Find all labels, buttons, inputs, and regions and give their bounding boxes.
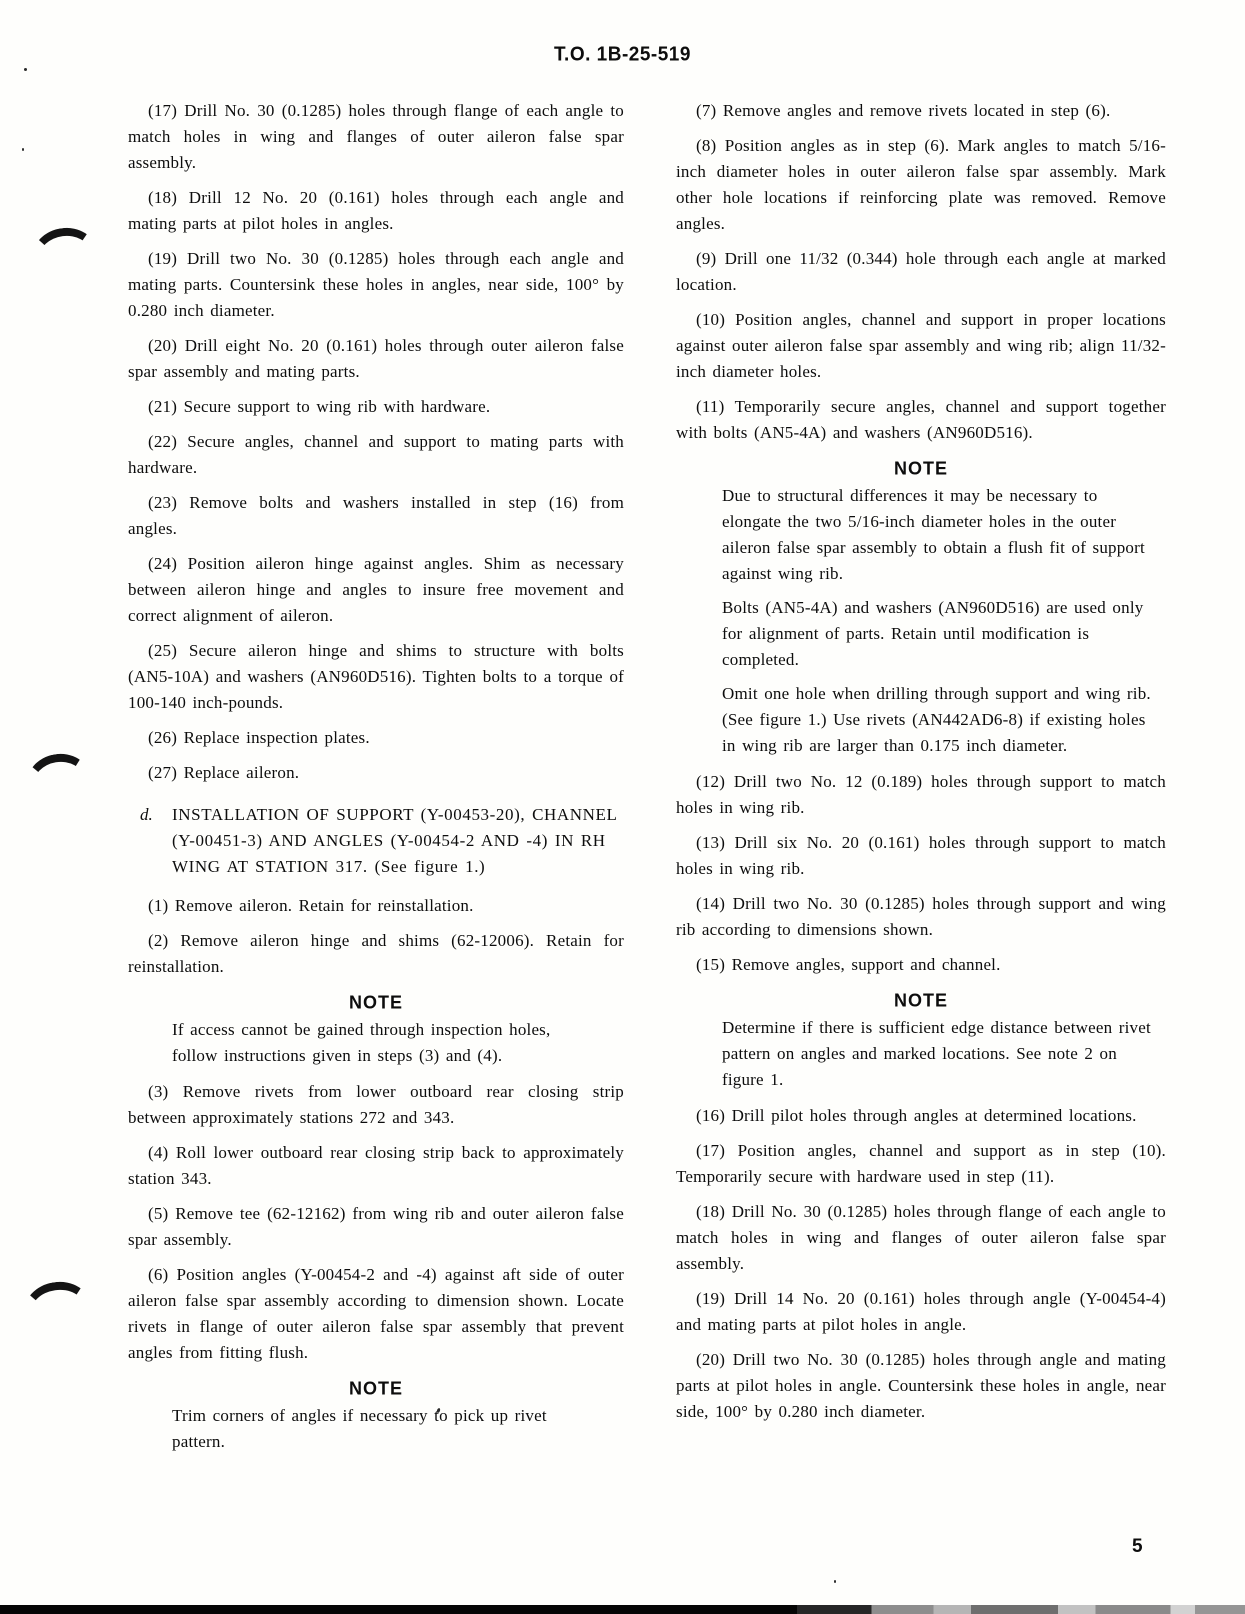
left-step-27: (27) Replace aileron. xyxy=(148,763,300,782)
left-step-22: (22) Secure angles, channel and support to mating parts with hardware. xyxy=(128,432,624,477)
page-number: 5 xyxy=(1132,1536,1143,1557)
section-d-heading xyxy=(128,802,624,880)
right-step-13: (13) Drill six No. 20 (0.161) holes through support to match holes in wing rib. xyxy=(676,833,1166,878)
note-block xyxy=(128,989,624,1069)
scan-speck xyxy=(24,68,27,71)
right-step-7: (7) Remove angles and remove rivets located in step (6). xyxy=(696,101,1111,120)
right-step-17: (17) Position angles, channel and support as in step (10). Temporarily secure with hardware used in step (11). xyxy=(676,1141,1166,1186)
right-step-16: (16) Drill pilot holes through angles at determined locations. xyxy=(696,1106,1137,1125)
note-heading: NOTE xyxy=(893,457,948,479)
note-text: Omit one hole when drilling through support and wing rib. (See figure 1.) Use rivets (AN442AD6-8) if existing holes in wing rib are larger than 0.175 inch diameter. xyxy=(722,684,1151,755)
right-step-12: (12) Drill two No. 12 (0.189) holes through support to match holes in wing rib. xyxy=(676,772,1166,817)
section-d-label: d. xyxy=(140,805,153,824)
left-step-26: (26) Replace inspection plates. xyxy=(148,728,370,747)
left-step-17: (17) Drill No. 30 (0.1285) holes through flange of each angle to match holes in wing and flanges of outer aileron false spar assembly. xyxy=(128,101,624,172)
right-step-10: (10) Position angles, channel and support in proper locations against outer aileron false spar assembly and wing rib; align 11/32-inch diameter holes. xyxy=(676,310,1166,381)
right-step-19: (19) Drill 14 No. 20 (0.161) holes through angle (Y-00454-4) and mating parts at pilot holes in angle. xyxy=(676,1289,1166,1334)
scan-speck xyxy=(834,1580,836,1583)
right-step-15: (15) Remove angles, support and channel. xyxy=(696,955,1001,974)
note-text: Determine if there is sufficient edge distance between rivet pattern on angles and marked locations. See note 2 on figure 1. xyxy=(722,1018,1151,1089)
right-step-20: (20) Drill two No. 30 (0.1285) holes through angle and mating parts at pilot holes in angle. Countersink these holes in angle, near side, 100° by 0.280 inch diameter. xyxy=(676,1350,1166,1421)
left-step-21: (21) Secure support to wing rib with hardware. xyxy=(148,397,491,416)
left-step-23: (23) Remove bolts and washers installed in step (16) from angles. xyxy=(128,493,624,538)
scan-arc-mark xyxy=(20,1278,95,1344)
right-step-18: (18) Drill No. 30 (0.1285) holes through flange of each angle to match holes in wing and flanges of outer aileron false spar assembly. xyxy=(676,1202,1166,1273)
scan-arc-mark xyxy=(30,224,100,284)
right-step-9: (9) Drill one 11/32 (0.344) hole through each angle at marked location. xyxy=(676,249,1166,294)
note-block xyxy=(676,455,1166,759)
left-step-2: (2) Remove aileron hinge and shims (62-12006). Retain for reinstallation. xyxy=(128,931,624,976)
note-text: Bolts (AN5-4A) and washers (AN960D516) are used only for alignment of parts. Retain until modification is completed. xyxy=(722,598,1144,669)
note-text: Due to structural differences it may be necessary to elongate the two 5/16-inch diameter holes in the outer aileron false spar assembly to obtain a flush fit of support against wing rib. xyxy=(722,486,1145,583)
left-step-3: (3) Remove rivets from lower outboard rear closing strip between approximately stations 272 and 343. xyxy=(128,1082,624,1127)
note-heading: NOTE xyxy=(893,989,948,1011)
page-title: T.O. 1B-25-519 xyxy=(554,43,691,66)
left-step-25: (25) Secure aileron hinge and shims to structure with bolts (AN5-10A) and washers (AN960D516). Tighten bolts to a torque of 100-140 inch-pounds. xyxy=(128,641,624,712)
left-column xyxy=(128,98,624,1465)
left-step-5: (5) Remove tee (62-12162) from wing rib and outer aileron false spar assembly. xyxy=(128,1204,624,1249)
note-heading: NOTE xyxy=(348,991,403,1013)
note-block xyxy=(128,1375,624,1455)
left-step-6: (6) Position angles (Y-00454-2 and -4) against aft side of outer aileron false spar assembly according to dimension shown. Locate rivets in flange of outer aileron false spar assembly that prevent angles from fitting flush. xyxy=(128,1265,624,1362)
right-step-14: (14) Drill two No. 30 (0.1285) holes through support and wing rib according to dimensions shown. xyxy=(676,894,1166,939)
note-block xyxy=(676,987,1166,1093)
note-text: If access cannot be gained through inspection holes, follow instructions given in steps (3) and (4). xyxy=(172,1020,551,1065)
note-text: Trim corners of angles if necessary to pick up rivet pattern. xyxy=(172,1406,547,1451)
left-step-20: (20) Drill eight No. 20 (0.161) holes through outer aileron false spar assembly and mating parts. xyxy=(128,336,624,381)
scan-speck xyxy=(22,148,24,151)
left-step-19: (19) Drill two No. 30 (0.1285) holes through each angle and mating parts. Countersink these holes in angles, near side, 100° by 0.280 inch diameter. xyxy=(128,249,624,320)
right-step-11: (11) Temporarily secure angles, channel and support together with bolts (AN5-4A) and washers (AN960D516). xyxy=(676,397,1166,442)
left-step-18: (18) Drill 12 No. 20 (0.161) holes through each angle and mating parts at pilot holes in angles. xyxy=(128,188,624,233)
right-step-8: (8) Position angles as in step (6). Mark angles to match 5/16-inch diameter holes in outer aileron false spar assembly. Mark other hole locations if reinforcing plate was removed. Remove angles. xyxy=(676,136,1166,233)
section-d-text: INSTALLATION OF SUPPORT (Y-00453-20), CHANNEL (Y-00451-3) AND ANGLES (Y-00454-2 AND -4) IN RH WING AT STATION 317. (See figure 1.) xyxy=(172,805,617,876)
scan-arc-mark xyxy=(23,749,95,813)
note-heading: NOTE xyxy=(348,1377,403,1399)
left-step-4: (4) Roll lower outboard rear closing strip back to approximately station 343. xyxy=(128,1143,624,1188)
left-step-1: (1) Remove aileron. Retain for reinstallation. xyxy=(148,896,474,915)
right-column xyxy=(676,98,1166,1434)
scan-edge-strip xyxy=(0,1605,1245,1614)
left-step-24: (24) Position aileron hinge against angles. Shim as necessary between aileron hinge and angles to insure free movement and correct alignment of aileron. xyxy=(128,554,624,625)
